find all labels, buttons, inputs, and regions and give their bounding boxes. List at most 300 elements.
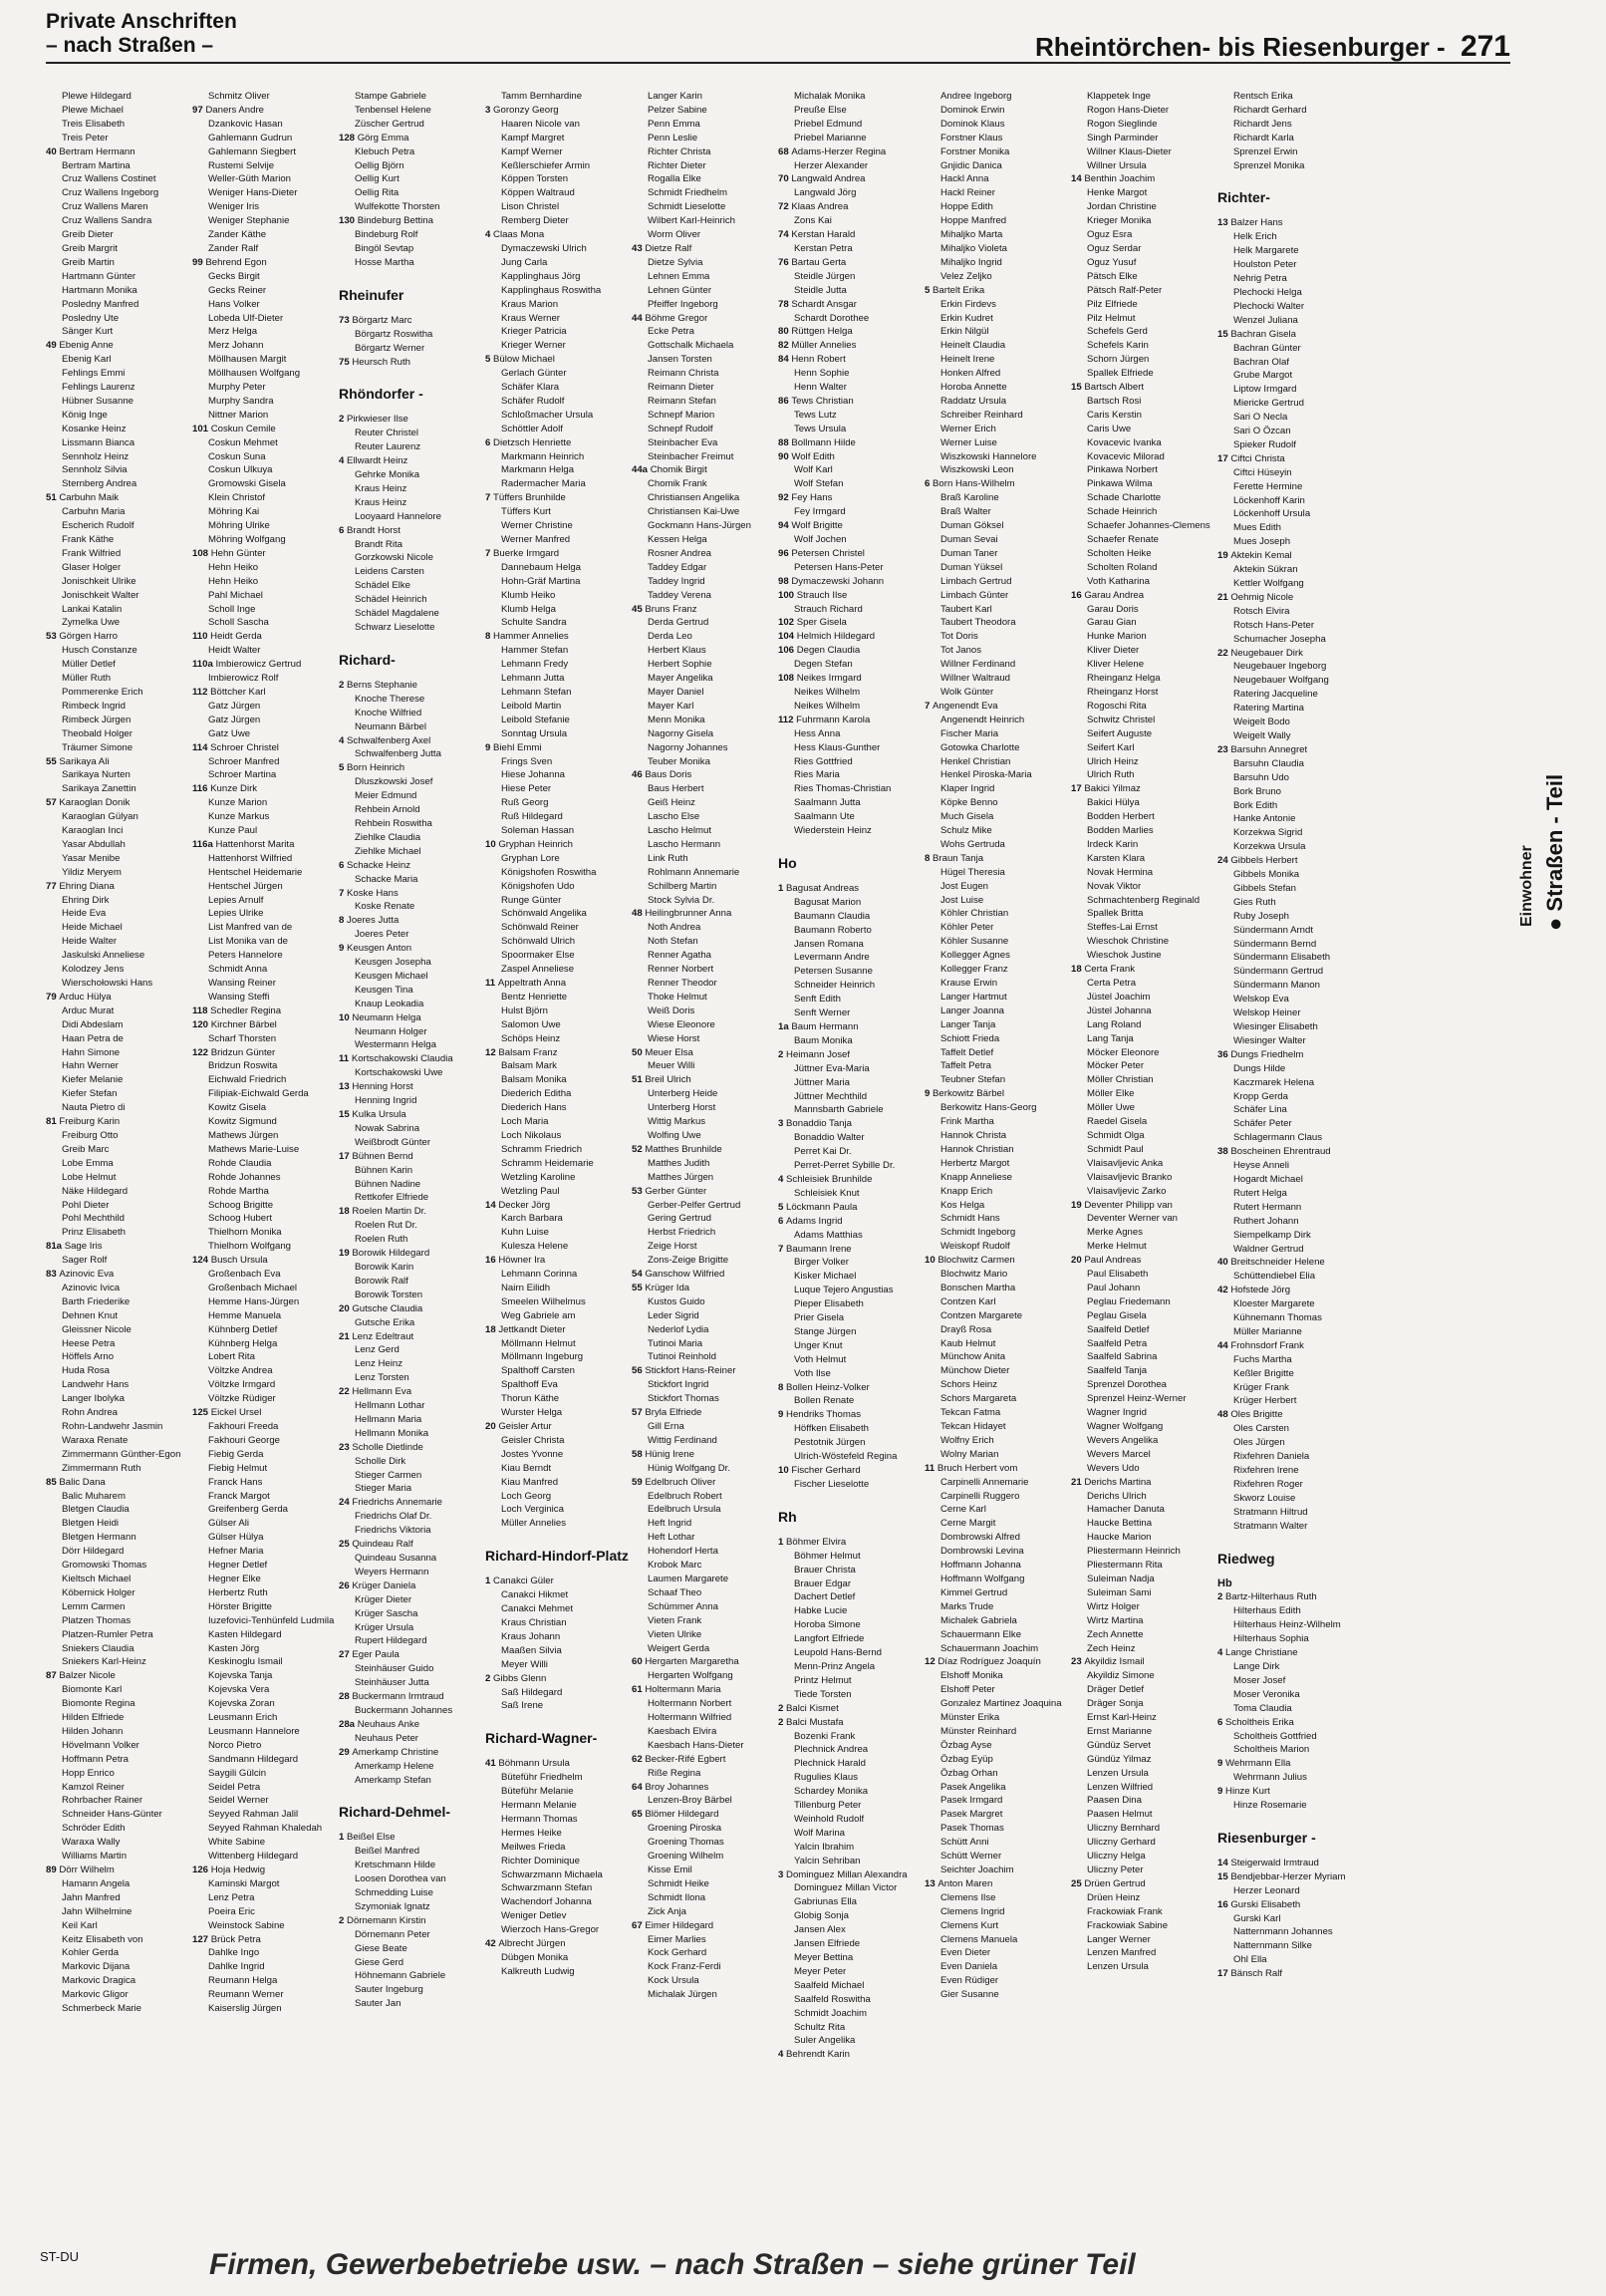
resident-entry: Printz Helmut xyxy=(794,1674,852,1686)
resident-entry: Börgartz Werner xyxy=(355,342,425,354)
resident-entry: Ernst Marianne xyxy=(1087,1725,1153,1737)
resident-entry: Wolny Marian xyxy=(940,1448,999,1460)
resident-entry: Pasek Margret xyxy=(940,1809,1003,1821)
resident-entry: Senft Edith xyxy=(794,994,841,1005)
resident-entry: Markovic Dijana xyxy=(62,1961,131,1973)
resident-entry: Münster Erika xyxy=(940,1712,1000,1724)
resident-entry: Scholtheis Marion xyxy=(1233,1744,1310,1756)
resident-entry: Raddatz Ursula xyxy=(940,395,1007,407)
resident-entry: Cruz Wallens Maren xyxy=(62,201,148,213)
resident-entry: Schorn Jürgen xyxy=(1087,354,1150,366)
resident-entry: Hegner Elke xyxy=(208,1573,261,1584)
resident-entry: Schönwald Ulrich xyxy=(501,936,576,948)
resident-entry: 5 Born Heinrich xyxy=(339,762,405,774)
resident-entry: Mues Edith xyxy=(1233,522,1281,534)
resident-entry: 9 Wehrmann Ella xyxy=(1217,1758,1291,1770)
resident-entry: Krüger Dieter xyxy=(355,1593,412,1605)
resident-entry: Löckenhoff Ursula xyxy=(1233,508,1311,520)
resident-entry: Worm Oliver xyxy=(648,229,701,241)
resident-entry: Willner Ferdinand xyxy=(940,659,1016,671)
resident-entry: Adams Matthias xyxy=(794,1229,863,1241)
resident-entry: Schmidt Joachim xyxy=(794,2007,868,2019)
resident-entry: Riße Regina xyxy=(648,1767,701,1779)
resident-entry: Rixfehren Irene xyxy=(1233,1465,1299,1476)
resident-entry: Markovic Gligor xyxy=(62,1989,129,2001)
resident-entry: 6 Born Hans-Wilhelm xyxy=(925,478,1015,490)
resident-entry: 14 Benthin Joachim xyxy=(1071,173,1156,185)
resident-entry: 10 Gryphan Heinrich xyxy=(485,838,573,850)
resident-entry: Barsuhn Claudia xyxy=(1233,757,1304,769)
resident-entry: Groening Piroska xyxy=(648,1823,722,1835)
resident-entry: 4 Ellwardt Heinz xyxy=(339,455,408,467)
resident-entry: Schmidt Anna xyxy=(208,964,268,976)
resident-entry: Weyers Hermann xyxy=(355,1566,429,1578)
resident-entry: Honken Alfred xyxy=(940,368,1001,380)
resident-entry: Houlston Peter xyxy=(1233,259,1297,271)
resident-entry: Werner Luise xyxy=(940,436,997,448)
resident-entry: Taddey Ingrid xyxy=(648,575,705,587)
resident-entry: 127 Brück Petra xyxy=(192,1933,261,1945)
resident-entry: Mihaljko Ingrid xyxy=(940,256,1002,268)
resident-entry: Link Ruth xyxy=(648,852,688,864)
resident-entry: Kerstan Petra xyxy=(794,242,853,254)
resident-entry: 1 Beißel Else xyxy=(339,1832,396,1844)
resident-entry: Saß Irene xyxy=(501,1700,544,1712)
resident-entry: 45 Bruns Franz xyxy=(632,603,697,615)
resident-entry: 1a Baum Hermann xyxy=(778,1021,859,1032)
resident-entry: Even Rüdiger xyxy=(940,1975,999,1987)
resident-entry: Hoffmann Petra xyxy=(62,1753,130,1765)
resident-entry: Ruß Hildegard xyxy=(501,811,563,823)
resident-entry: Scholl Inge xyxy=(208,603,256,615)
resident-entry: Özbag Eyüp xyxy=(940,1753,993,1765)
resident-entry: Baumann Roberto xyxy=(794,924,872,936)
resident-entry: Lehnen Emma xyxy=(648,270,710,282)
resident-entry: Canakci Mehmet xyxy=(501,1603,573,1615)
directory-column xyxy=(339,90,485,2198)
resident-entry: Kollegger Franz xyxy=(940,964,1008,976)
resident-entry: Meilwes Frieda xyxy=(501,1841,566,1853)
resident-entry: Baus Herbert xyxy=(648,783,704,795)
resident-entry: Wittenberg Hildegard xyxy=(208,1851,299,1863)
resident-entry: Schreiber Reinhard xyxy=(940,409,1023,421)
resident-entry: Roelen Ruth xyxy=(355,1234,408,1246)
resident-entry: Schwalfenberg Jutta xyxy=(355,748,441,760)
resident-entry: Fiebig Gerda xyxy=(208,1448,264,1460)
resident-entry: Forstner Monika xyxy=(940,145,1010,157)
resident-entry: 6 Dietzsch Henriette xyxy=(485,436,572,448)
resident-entry: Hoffmann Wolfgang xyxy=(940,1573,1025,1584)
resident-entry: 56 Stickfort Hans-Reiner xyxy=(632,1365,736,1377)
resident-entry: Ulrich Heinz xyxy=(1087,755,1139,767)
resident-entry: Schönwald Reiner xyxy=(501,922,579,934)
resident-entry: Rohde Martha xyxy=(208,1185,269,1197)
resident-entry: Hünig Wolfgang Dr. xyxy=(648,1462,731,1474)
resident-entry: Hahn Simone xyxy=(62,1046,121,1058)
resident-entry: Kock Gerhard xyxy=(648,1947,707,1959)
resident-entry: 14 Steigerwald Irmtraud xyxy=(1217,1857,1319,1868)
resident-entry: Böhmer Helmut xyxy=(794,1550,861,1562)
resident-entry: Kraus Werner xyxy=(501,312,561,324)
resident-entry: Dräger Detlef xyxy=(1087,1684,1145,1696)
resident-entry: Schwitz Christel xyxy=(1087,714,1156,725)
resident-entry: Weiskopf Rudolf xyxy=(940,1241,1010,1253)
resident-entry: 21 Oehmig Nicole xyxy=(1217,591,1294,603)
resident-entry: Hergarten Wolfgang xyxy=(648,1670,733,1682)
resident-entry: Seyyed Rahman Khaledah xyxy=(208,1823,323,1835)
resident-entry: Elshoff Peter xyxy=(940,1684,995,1696)
resident-entry: 23 Barsuhn Annegret xyxy=(1217,743,1308,755)
resident-entry: 50 Meuer Elsa xyxy=(632,1046,693,1058)
resident-entry: Beißel Manfred xyxy=(355,1846,420,1858)
resident-entry: Platzen Thomas xyxy=(62,1614,132,1626)
resident-entry: Christiansen Angelika xyxy=(648,492,740,504)
resident-entry: 12 Balsam Franz xyxy=(485,1046,558,1058)
resident-entry: Cruz Wallens Costinet xyxy=(62,173,156,185)
resident-entry: Ernst Karl-Heinz xyxy=(1087,1712,1157,1724)
resident-entry: Wittig Markus xyxy=(648,1116,706,1128)
resident-entry: 28 Buckermann Irmtraud xyxy=(339,1691,444,1703)
resident-entry: Reuter Laurenz xyxy=(355,441,421,453)
resident-entry: Rosner Andrea xyxy=(648,547,711,559)
resident-entry: Borowik Torsten xyxy=(355,1289,423,1300)
resident-entry: 21 Derichs Martina xyxy=(1071,1476,1152,1488)
resident-entry: 51 Carbuhn Maik xyxy=(46,492,120,504)
resident-entry: 48 Heilingbrunner Anna xyxy=(632,908,732,920)
resident-entry: Hermes Heike xyxy=(501,1827,562,1839)
resident-entry: Sauter Ingeburg xyxy=(355,1984,423,1996)
resident-entry: Heese Petra xyxy=(62,1337,116,1349)
resident-entry: Gibbels Stefan xyxy=(1233,882,1296,894)
resident-entry: Zander Ralf xyxy=(208,242,259,254)
resident-entry: 11 Bruch Herbert vom xyxy=(925,1462,1018,1474)
resident-entry: Börgartz Roswitha xyxy=(355,328,433,340)
resident-entry: Poeira Eric xyxy=(208,1905,255,1917)
resident-entry: Christiansen Kai-Uwe xyxy=(648,506,740,518)
resident-entry: Schädel Heinrich xyxy=(355,594,427,606)
footer-code: ST-DU xyxy=(40,2249,79,2264)
resident-entry: Henn Sophie xyxy=(794,368,850,380)
resident-entry: 53 Görgen Harro xyxy=(46,631,118,643)
resident-entry: Dübgen Monika xyxy=(501,1952,569,1963)
resident-entry: Clemens Ilse xyxy=(940,1891,996,1903)
resident-entry: Deventer Werner van xyxy=(1087,1213,1179,1225)
resident-entry: Ferette Hermine xyxy=(1233,480,1303,492)
resident-entry: Braß Walter xyxy=(940,506,991,518)
resident-entry: Duman Göksel xyxy=(940,520,1004,532)
resident-entry: Richardt Jens xyxy=(1233,118,1292,130)
resident-entry: 2 Heimann Josef xyxy=(778,1048,851,1060)
resident-entry: Keitz Elisabeth von xyxy=(62,1933,143,1945)
resident-entry: Murphy Sandra xyxy=(208,395,274,407)
resident-entry: Ries Gottfried xyxy=(794,755,853,767)
resident-entry: Szymoniak Ignatz xyxy=(355,1900,430,1912)
resident-entry: Gerber-Pelfer Gertrud xyxy=(648,1199,741,1211)
resident-entry: Penn Emma xyxy=(648,118,700,130)
resident-entry: Rohde Johannes xyxy=(208,1171,281,1183)
resident-entry: Glaser Holger xyxy=(62,561,122,573)
page-title: Rheintörchen- bis Riesenburger - xyxy=(1034,32,1446,62)
resident-entry: Neumann Bärbel xyxy=(355,720,426,732)
resident-entry: Hilden Johann xyxy=(62,1725,124,1737)
resident-entry: 80 Rüttgen Helga xyxy=(778,326,853,338)
resident-entry: Zons-Zeige Brigitte xyxy=(648,1255,729,1267)
resident-entry: Uliczny Bernhard xyxy=(1087,1823,1161,1835)
resident-entry: 100 Strauch Ilse xyxy=(778,589,848,601)
resident-entry: Pinkawa Wilma xyxy=(1087,478,1153,490)
resident-entry: Aktekin Sükran xyxy=(1233,564,1298,576)
resident-entry: Langfort Elfriede xyxy=(794,1633,865,1645)
resident-entry: Duman Sevai xyxy=(940,534,998,545)
resident-entry: Gülser Ali xyxy=(208,1518,250,1530)
resident-entry: Wehrmann Julius xyxy=(1233,1772,1307,1784)
resident-entry: 83 Azinovic Eva xyxy=(46,1269,115,1281)
resident-entry: Wilbert Karl-Heinrich xyxy=(648,215,735,227)
resident-entry: Dahlke Ingo xyxy=(208,1947,260,1959)
resident-entry: Loosen Dorothea van xyxy=(355,1873,446,1885)
resident-entry: Limbach Gertrud xyxy=(940,575,1012,587)
resident-entry: Heft Lothar xyxy=(648,1532,695,1544)
resident-entry: Even Dieter xyxy=(940,1947,991,1959)
resident-entry: Bindeburg Rolf xyxy=(355,229,418,241)
resident-entry: Limbach Günter xyxy=(940,589,1009,601)
resident-entry: Kessen Helga xyxy=(648,534,707,545)
resident-entry: Kaiserslig Jürgen xyxy=(208,2003,282,2015)
resident-entry: Carbuhn Maria xyxy=(62,506,126,518)
resident-entry: 6 Schacke Heinz xyxy=(339,859,411,871)
resident-entry: Weller-Güth Marion xyxy=(208,173,291,185)
resident-entry: Langer Werner xyxy=(1087,1933,1151,1945)
resident-entry: Mues Joseph xyxy=(1233,536,1291,548)
resident-entry: Kasten Jörg xyxy=(208,1642,260,1654)
resident-entry: Krieger Patricia xyxy=(501,326,567,338)
resident-entry: 46 Baus Doris xyxy=(632,769,692,781)
directory-column xyxy=(925,90,1071,2198)
resident-entry: Novak Hermina xyxy=(1087,866,1154,878)
resident-entry: Gorzkowski Nicole xyxy=(355,552,433,564)
resident-entry: Cruz Wallens Ingeborg xyxy=(62,187,159,199)
resident-entry: Pohl Mechthild xyxy=(62,1213,125,1225)
resident-entry: Mathews Marie-Luise xyxy=(208,1143,300,1155)
resident-entry: Lehnen Günter xyxy=(648,284,712,296)
resident-entry: Schümmer Anna xyxy=(648,1600,718,1612)
resident-entry: Marks Trude xyxy=(940,1600,994,1612)
resident-entry: Keßlerschiefer Armin xyxy=(501,159,591,171)
footer-note: Firmen, Gewerbebetriebe usw. – nach Straßen – siehe grüner Teil xyxy=(209,2248,1136,2281)
resident-entry: Rogon Hans-Dieter xyxy=(1087,104,1170,116)
resident-entry: Gutsche Erika xyxy=(355,1316,415,1328)
resident-entry: Maaßen Silvia xyxy=(501,1644,562,1656)
directory-column xyxy=(778,90,925,2198)
resident-entry: 15 Bachran Gisela xyxy=(1217,328,1296,340)
resident-entry: Schade Charlotte xyxy=(1087,492,1162,504)
resident-entry: Näke Hildegard xyxy=(62,1185,129,1197)
resident-entry: Krüger Frank xyxy=(1233,1381,1289,1393)
resident-entry: Schardey Monika xyxy=(794,1786,869,1798)
resident-entry: Platzen-Rumler Petra xyxy=(62,1628,153,1640)
resident-entry: 23 Scholle Dietlinde xyxy=(339,1441,423,1453)
resident-entry: Peters Hannelore xyxy=(208,950,283,962)
resident-entry: Stickfort Ingrid xyxy=(648,1379,709,1391)
resident-entry: Schwarz Lieselotte xyxy=(355,622,435,633)
resident-entry: Akyildiz Simone xyxy=(1087,1670,1155,1682)
resident-entry: Bachran Günter xyxy=(1233,342,1301,354)
resident-entry: Reumann Helga xyxy=(208,1975,278,1987)
resident-entry: Carpinelli Annemarie xyxy=(940,1476,1029,1488)
resident-entry: Meyer Bettina xyxy=(794,1952,854,1963)
resident-entry: Lenzen-Broy Bärbel xyxy=(648,1795,732,1807)
resident-entry: Lenzen Ursula xyxy=(1087,1961,1149,1973)
resident-entry: Uliczny Peter xyxy=(1087,1865,1144,1875)
resident-entry: Koske Renate xyxy=(355,901,415,913)
resident-entry: 81a Sage Iris xyxy=(46,1241,103,1253)
resident-entry: Clemens Ingrid xyxy=(940,1905,1005,1917)
resident-entry: 3 Goronzy Georg xyxy=(485,104,559,116)
resident-entry: 68 Adams-Herzer Regina xyxy=(778,145,887,157)
resident-entry: Knaup Leokadia xyxy=(355,998,424,1009)
resident-entry: Mihaljko Violeta xyxy=(940,242,1008,254)
resident-entry: Karsten Klara xyxy=(1087,852,1146,864)
resident-entry: Leusmann Erich xyxy=(208,1712,278,1724)
resident-entry: Kraus Christian xyxy=(501,1616,567,1628)
resident-entry: Even Daniela xyxy=(940,1961,998,1973)
resident-entry: 1 Canakci Güler xyxy=(485,1576,554,1587)
resident-entry: 116 Kunze Dirk xyxy=(192,783,258,795)
resident-entry: Ebenig Karl xyxy=(62,354,112,366)
resident-entry: Menn Monika xyxy=(648,714,705,725)
header-right xyxy=(1035,30,1510,64)
resident-entry: Pilz Elfriede xyxy=(1087,298,1138,310)
resident-entry: Özbag Orhan xyxy=(940,1767,998,1779)
resident-entry: Schmidt Ilona xyxy=(648,1891,706,1903)
resident-entry: 21 Lenz Edeltraut xyxy=(339,1330,414,1342)
resident-entry: Schramm Friedrich xyxy=(501,1143,583,1155)
resident-entry: 55 Sarikaya Ali xyxy=(46,755,110,767)
resident-entry: Schmidt Lieselotte xyxy=(648,201,726,213)
resident-entry: Knapp Anneliese xyxy=(940,1171,1013,1183)
resident-entry: Keßler Brigitte xyxy=(1233,1367,1294,1379)
resident-entry: Wolf Stefan xyxy=(794,478,844,490)
resident-entry: Husch Constanze xyxy=(62,645,137,657)
resident-entry: Bozenki Frank xyxy=(794,1730,856,1742)
resident-entry: Krüger Ursula xyxy=(355,1621,414,1633)
resident-entry: Klebuch Petra xyxy=(355,145,415,157)
resident-entry: Uliczny Helga xyxy=(1087,1851,1146,1863)
resident-entry: Hohendorf Herta xyxy=(648,1546,718,1558)
resident-entry: Gecks Reiner xyxy=(208,284,267,296)
resident-entry: Seidel Petra xyxy=(208,1781,261,1793)
resident-entry: Möcker Eleonore xyxy=(1087,1046,1160,1058)
resident-entry: Langer Hartmut xyxy=(940,991,1007,1003)
header-left-line2: – nach Straßen – xyxy=(46,34,214,57)
resident-entry: Remberg Dieter xyxy=(501,215,569,227)
resident-entry: Hattenhorst Wilfried xyxy=(208,852,293,864)
resident-entry: 26 Krüger Daniela xyxy=(339,1579,416,1591)
resident-entry: Bletgen Heidi xyxy=(62,1518,120,1530)
resident-entry: Schramm Heidemarie xyxy=(501,1157,594,1169)
resident-entry: Scholtheis Gottfried xyxy=(1233,1730,1317,1742)
resident-entry: Levermann Andre xyxy=(794,952,870,964)
street-heading: Richard- xyxy=(339,651,396,668)
resident-entry: Kretschmann Hilde xyxy=(355,1860,436,1871)
resident-entry: Stickfort Thomas xyxy=(648,1393,719,1405)
resident-entry: Richter Dieter xyxy=(648,159,706,171)
resident-entry: Steffes-Lai Ernst xyxy=(1087,922,1158,934)
resident-entry: 52 Matthes Brunhilde xyxy=(632,1143,722,1155)
resident-entry: Meuer Willi xyxy=(648,1060,695,1072)
resident-entry: Hackl Anna xyxy=(940,173,989,185)
resident-entry: Caris Kerstin xyxy=(1087,409,1142,421)
resident-entry: 116a Hattenhorst Marita xyxy=(192,838,295,850)
resident-entry: Hövelmann Volker xyxy=(62,1739,139,1751)
resident-entry: Weigelt Bodo xyxy=(1233,717,1290,728)
resident-entry: Gibbels Monika xyxy=(1233,869,1300,881)
resident-entry: Habke Lucie xyxy=(794,1605,848,1617)
resident-entry: Henn Walter xyxy=(794,382,847,394)
resident-entry: Tillenburg Peter xyxy=(794,1800,862,1812)
resident-entry: Rimbeck Ingrid xyxy=(62,700,126,712)
resident-entry: Azinovic Ivica xyxy=(62,1282,121,1293)
resident-entry: Rugulies Klaus xyxy=(794,1772,858,1784)
resident-entry: Kampf Werner xyxy=(501,145,563,157)
resident-entry: Kaczmarek Helena xyxy=(1233,1076,1315,1088)
resident-entry: 24 Friedrichs Annemarie xyxy=(339,1497,442,1509)
resident-entry: 41 Böhmann Ursula xyxy=(485,1758,570,1770)
resident-entry: Heide Eva xyxy=(62,908,107,920)
resident-entry: 2 Berns Stephanie xyxy=(339,679,417,691)
resident-entry: Wierschołowski Hans xyxy=(62,978,153,989)
resident-entry: Lenzen Ursula xyxy=(1087,1767,1149,1779)
resident-entry: Möllmann Ingeburg xyxy=(501,1351,584,1363)
resident-entry: Saalfeld Detlef xyxy=(1087,1323,1150,1335)
resident-entry: Wiesinger Elisabeth xyxy=(1233,1021,1318,1032)
resident-entry: Bingöl Sevtap xyxy=(355,242,414,254)
resident-entry: Tot Janos xyxy=(940,645,982,657)
resident-entry: Novak Viktor xyxy=(1087,880,1142,892)
resident-entry: Giese Gerd xyxy=(355,1956,404,1968)
resident-entry: Pinkawa Norbert xyxy=(1087,464,1158,476)
resident-entry: Sari O Özcan xyxy=(1233,426,1291,437)
resident-entry: 96 Petersen Christel xyxy=(778,547,865,559)
resident-entry: Richter Christa xyxy=(648,145,711,157)
resident-entry: 3 Bonaddio Tanja xyxy=(778,1118,852,1130)
resident-entry: Hartmann Monika xyxy=(62,284,137,296)
resident-entry: Arduc Murat xyxy=(62,1004,115,1016)
resident-entry: Heide Walter xyxy=(62,936,118,948)
resident-entry: Iuzefovici-Tenhünfeld Ludmila xyxy=(208,1614,335,1626)
resident-entry: Schmitz Oliver xyxy=(208,91,270,102)
resident-entry: 108 Neikes Irmgard xyxy=(778,673,862,685)
resident-entry: Züscher Gertrud xyxy=(355,118,424,130)
resident-entry: Herbertz Ruth xyxy=(208,1586,268,1598)
resident-entry: Weinstock Sabine xyxy=(208,1919,285,1931)
resident-entry: Müller Marianne xyxy=(1233,1325,1302,1337)
resident-entry: Kohler Gerda xyxy=(62,1947,120,1959)
resident-entry: Merz Helga xyxy=(208,326,258,338)
resident-entry: Hanke Antonie xyxy=(1233,813,1296,825)
resident-entry: Haaren Nicole van xyxy=(501,118,580,130)
resident-entry: Kowitz Gisela xyxy=(208,1102,267,1114)
resident-entry: Wolf Marina xyxy=(794,1827,846,1839)
page-number: 271 xyxy=(1460,30,1510,63)
resident-entry: Dluszkowski Josef xyxy=(355,776,433,788)
resident-entry: Hügel Theresia xyxy=(940,866,1005,878)
resident-entry: Tews Ursula xyxy=(794,423,847,434)
resident-entry: 1 Bagusat Andreas xyxy=(778,882,860,894)
resident-entry: Schefels Karin xyxy=(1087,340,1149,352)
resident-entry: Sprenzel Heinz-Werner xyxy=(1087,1393,1187,1405)
resident-entry: Schönwald Angelika xyxy=(501,908,587,920)
